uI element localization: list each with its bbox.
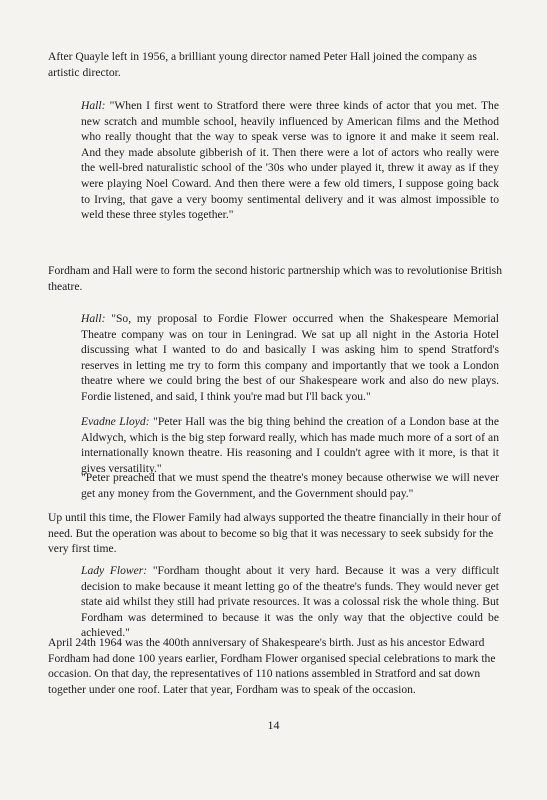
page-number: 14 — [267, 718, 280, 732]
quote-evadne-lloyd — [81, 414, 499, 476]
quote-hall-proposal — [81, 311, 499, 405]
quote-text: "When I first went to Stratford there were three kinds of actor that you met. The new scratch and mumble school, heavily influenced by American films and the Method who really thought that the way to speak verse was to ignore it and make it seem real. And they made absolute gibberish of it. Then there were a lot of actors who really were the well-bred naturalistic school of the '30s who under played it, threw it away as if they were playing Noel Coward. And then there were a few old timers, I suppose going back to Irving, that gave a very boomy sentimental delivery and it was almost impossible to weld these three styles together." — [81, 99, 499, 222]
quote-speaker: Hall: — [81, 312, 106, 325]
quote-text: "So, my proposal to Fordie Flower occurred when the Shakespeare Memorial Theatre company was on tour in Leningrad. We sat up all night in the Astoria Hotel discussing what I wanted to do and basically I was asking him to spend Stratford's reserves in letting me try to form this company and importantly that we took a London theatre where we could bring the best of our Shakespeare work and also do new plays. Fordie listened, and said, I think you're mad but I'll back you." — [81, 312, 499, 403]
quote-hall-actors — [81, 98, 499, 223]
quote-speaker: Evadne Lloyd: — [81, 415, 150, 428]
quote-peter-preached: "Peter preached that we must spend the theatre's money because otherwise we will never get any money from the Government, and the Government should pay." — [81, 471, 499, 500]
paragraph-partnership: Fordham and Hall were to form the second historic partnership which was to revolutionise British theatre. — [48, 264, 502, 293]
quote-speaker: Hall: — [81, 99, 106, 112]
paragraph-peter-hall-joins: After Quayle left in 1956, a brilliant young director named Peter Hall joined the company as artistic director. — [48, 50, 477, 79]
quote-lady-flower — [81, 563, 499, 641]
quote-speaker: Lady Flower: — [81, 564, 148, 577]
quote-text: "Fordham thought about it very hard. Because it was a very difficult decision to make because it meant letting go of the theatre's funds. They would never get state aid whilst they still had private resources. It was a colossal risk the whole thing. But Fordham was determined to because it was the only way that the objective could be achieved." — [81, 564, 500, 640]
paragraph-anniversary: April 24th 1964 was the 400th anniversary of Shakespeare's birth. Just as his ancestor Edward Fordham had done 100 years earlier, Fordham Flower organised special celebrations to mark the occasion. On that day, the representatives of 110 nations assembled in Stratford and sat down together under one roof. Later that year, Fordham was to speak of the occasion. — [48, 636, 496, 696]
paragraph-flower-family: Up until this time, the Flower Family had always supported the theatre financially in their hour of need. But the operation was about to become so big that it was necessary to seek subsidy for the very first time. — [48, 511, 502, 556]
quote-text: "Peter Hall was the big thing behind the creation of a London base at the Aldwych, which is the big step forward really, which has made much more of a sort of an internationally known theatre. His reasoning and I couldn't agree with it more, is that it gives versatility." — [81, 415, 500, 475]
